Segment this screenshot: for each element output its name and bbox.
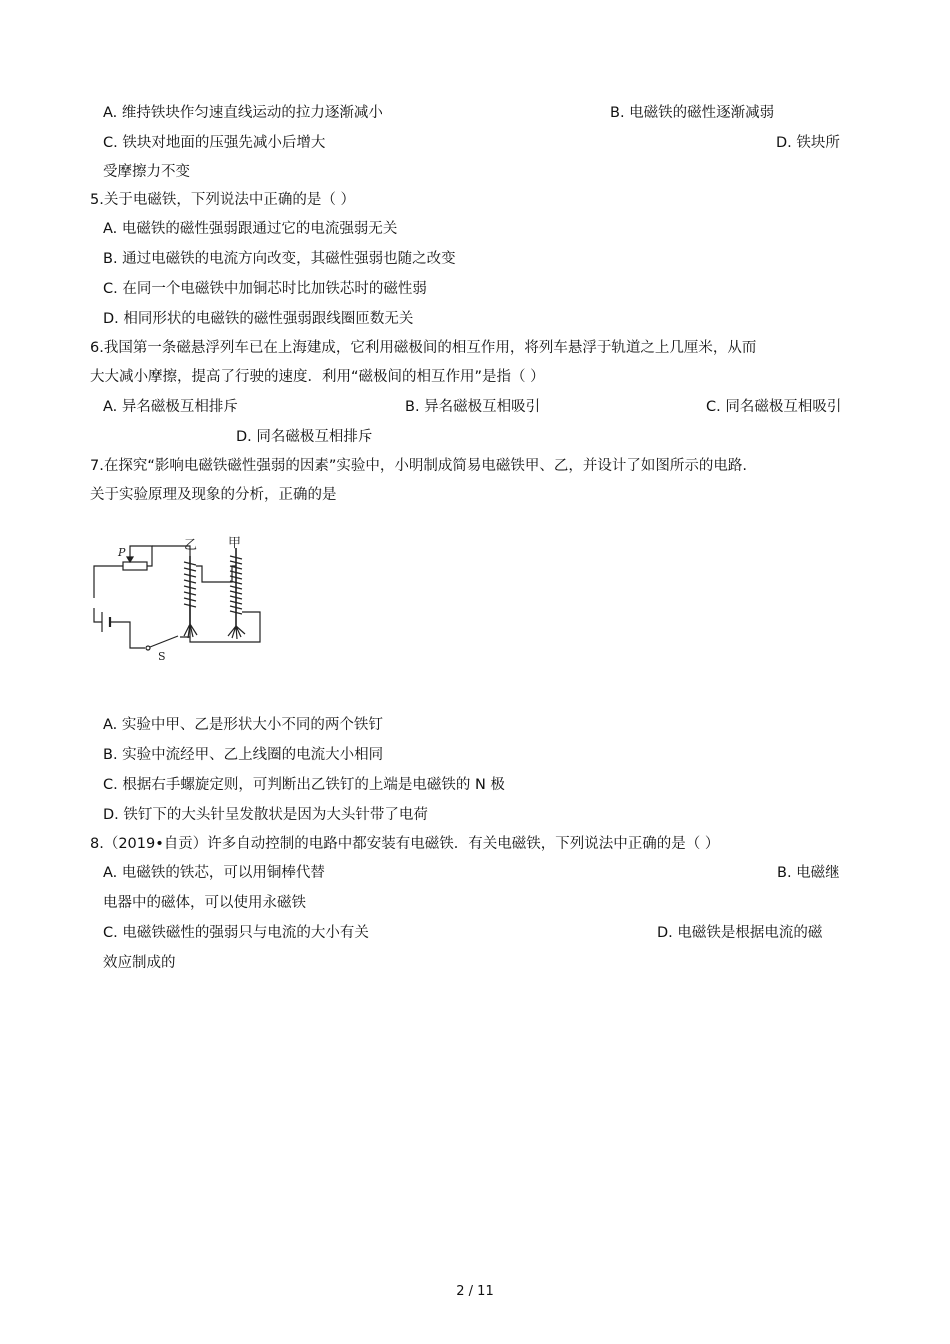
switch-blade [150, 636, 178, 647]
switch-pivot [146, 646, 150, 650]
q5-option-b: B. 通过电磁铁的电流方向改变，其磁性强弱也随之改变 [103, 251, 456, 267]
q8-stem: 8.（2019•自贡）许多自动控制的电路中都安装有电磁铁．有关电磁铁，下列说法中正确的是（ ） [90, 836, 720, 852]
q8-option-a: A. 电磁铁的铁芯，可以用铜棒代替 [103, 865, 325, 881]
rheostat-slider-arrow [127, 557, 133, 562]
q6-stem-line2: 大大减小摩擦，提高了行驶的速度．利用“磁极间的相互作用”是指（ ） [90, 369, 545, 385]
q6-stem-line1: 6.我国第一条磁悬浮列车已在上海建成，它利用磁极间的相互作用，将列车悬浮于轨道之上几厘米，从而 [90, 340, 757, 356]
q7-stem-line2: 关于实验原理及现象的分析，正确的是 [90, 487, 337, 503]
q6-option-c: C. 同名磁极互相吸引 [706, 399, 842, 415]
q5-option-c: C. 在同一个电磁铁中加铜芯时比加铁芯时的磁性弱 [103, 281, 427, 297]
q7-option-b: B. 实验中流经甲、乙上线圈的电流大小相同 [103, 747, 384, 763]
wire-yi-to-jia [196, 566, 236, 582]
label-jia: 甲 [228, 536, 242, 551]
wire-jia-return [190, 612, 260, 642]
q7-stem-line1: 7.在探究“影响电磁铁磁性强弱的因素”实验中，小明制成简易电磁铁甲、乙，并设计了如图所示的电路. [90, 458, 747, 474]
rheostat-slider-wire [130, 546, 152, 566]
q6-option-a: A. 异名磁极互相排斥 [103, 399, 238, 415]
rheostat-body [123, 562, 147, 570]
wire-battery-to-switch [110, 622, 145, 648]
q7-option-a: A. 实验中甲、乙是形状大小不同的两个铁钉 [103, 717, 383, 733]
pins-jia [228, 626, 245, 639]
q4-option-b: B. 电磁铁的磁性逐渐减弱 [610, 105, 775, 121]
q8-option-b-continued: 电器中的磁体，可以使用永磁铁 [103, 895, 306, 911]
q6-option-d: D. 同名磁极互相排斥 [236, 429, 373, 445]
q8-option-c: C. 电磁铁磁性的强弱只与电流的大小有关 [103, 925, 369, 941]
q4-option-d: D. 铁块所 [776, 135, 840, 151]
q4-option-d-continued: 受摩擦力不变 [103, 164, 190, 180]
label-yi: 乙 [184, 538, 198, 553]
q7-option-d: D. 铁钉下的大头针呈发散状是因为大头针带了电荷 [103, 807, 428, 823]
label-s: S [158, 650, 166, 663]
q6-option-b: B. 异名磁极互相吸引 [405, 399, 541, 415]
q8-option-d: D. 电磁铁是根据电流的磁 [657, 925, 823, 941]
q4-option-a: A. 维持铁块作匀速直线运动的拉力逐渐减小 [103, 105, 383, 121]
wire-left-bottom [94, 608, 102, 622]
q5-stem: 5.关于电磁铁，下列说法中正确的是（ ） [90, 192, 355, 208]
page-number: 2 / 11 [456, 1284, 494, 1299]
q5-option-a: A. 电磁铁的磁性强弱跟通过它的电流强弱无关 [103, 221, 398, 237]
q5-option-d: D. 相同形状的电磁铁的磁性强弱跟线圈匝数无关 [103, 311, 414, 327]
q8-option-b: B. 电磁继 [777, 865, 840, 881]
q7-option-c: C. 根据右手螺旋定则，可判断出乙铁钉的上端是电磁铁的 N 极 [103, 777, 505, 793]
q8-option-d-continued: 效应制成的 [103, 955, 176, 971]
wire-left-top [94, 566, 123, 598]
label-p: P [118, 546, 126, 559]
electromagnet-circuit-diagram [90, 536, 270, 664]
q4-option-c: C. 铁块对地面的压强先减小后增大 [103, 135, 326, 151]
